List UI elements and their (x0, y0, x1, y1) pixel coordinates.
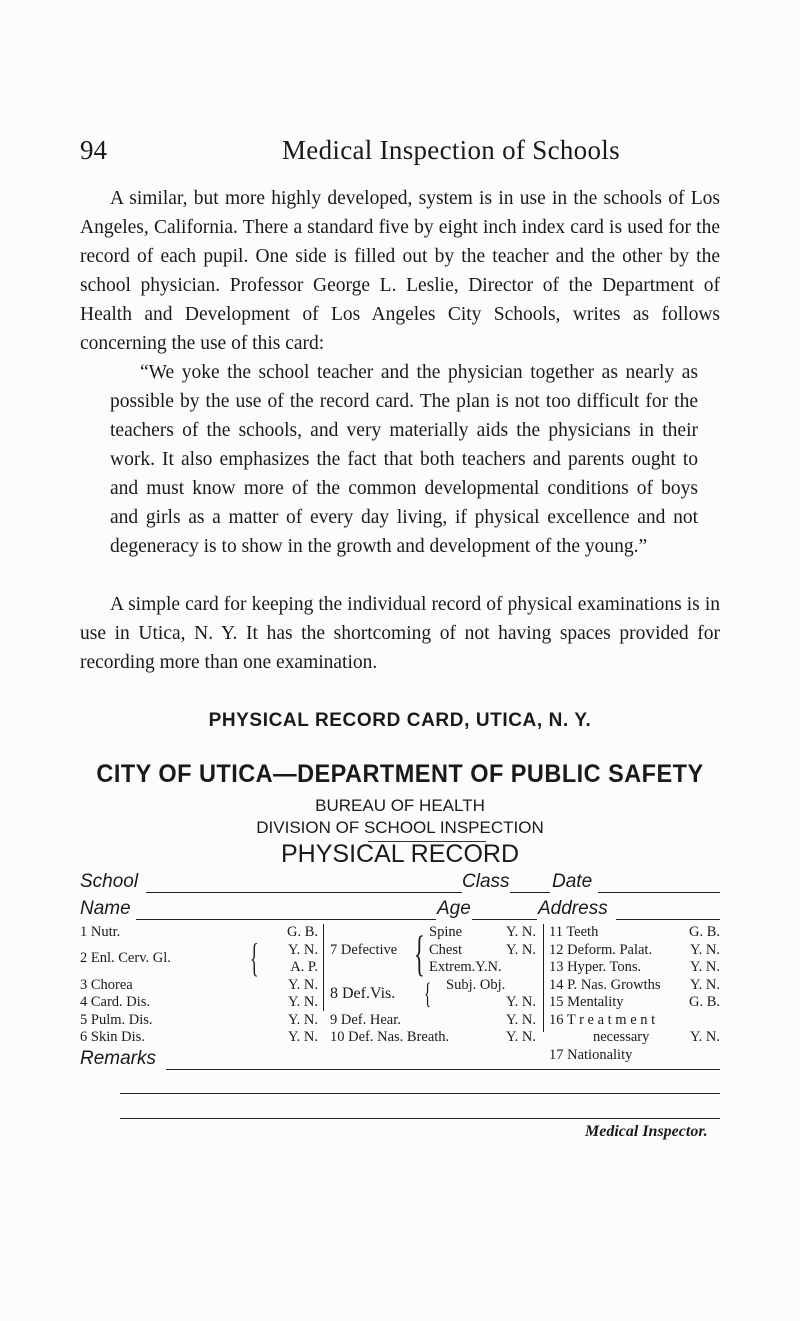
running-head (80, 135, 720, 175)
item-label: 16 T r e a t m e n t (549, 1011, 656, 1028)
field-address-line (616, 919, 720, 920)
item-label: 7 Defective (330, 941, 398, 958)
field-age-label: Age (437, 898, 471, 919)
column-divider (543, 924, 544, 1032)
field-age-line (472, 919, 537, 920)
brace-icon: { (414, 925, 425, 981)
item-label: 5 Pulm. Dis. (80, 1011, 153, 1028)
field-date-label: Date (552, 871, 593, 892)
item-treatment (549, 1012, 720, 1030)
card-column-1 (80, 924, 318, 1047)
card-column-2 (330, 924, 536, 1047)
item-label: 4 Card. Dis. (80, 994, 151, 1010)
item-value: G. B. (688, 994, 720, 1010)
card-bureau: BUREAU OF HEALTH (315, 796, 485, 815)
item-def-nas-breath (330, 1029, 536, 1047)
figure-caption: PHYSICAL RECORD CARD, UTICA, N. Y. (208, 710, 592, 731)
item-value: A. P. (290, 959, 318, 975)
item-value: Y. N. (506, 1011, 536, 1028)
item-value: Y. N. (506, 941, 536, 958)
item-value: Y. N. (288, 1029, 318, 1045)
item-nationality (549, 1047, 720, 1065)
card-rule-1 (120, 1093, 720, 1094)
field-name-label: Name (80, 898, 131, 919)
item-teeth (549, 924, 720, 942)
item-deform-palat (549, 942, 720, 960)
field-name-line (136, 919, 436, 920)
field-date-line (598, 892, 720, 893)
item-skin-dis (80, 1029, 318, 1047)
item-pulm-dis (80, 1012, 318, 1030)
item-value: Y. N. (288, 994, 318, 1010)
item-label: 10 Def. Nas. Breath. (330, 1029, 450, 1045)
paragraph-1-text: A similar, but more highly developed, system is in use in the schools of Los Angeles, California. There a standard five by eight inch index card is used for the record of each pupil. One side is filled out by the teacher and the other by the school physician. Professor George L. Leslie, Director of the Department of Health and Development of Los Angeles City Schools, writes as follows concerning the use of this card: (80, 188, 720, 354)
field-class-line (510, 892, 550, 893)
item-value: Y. N. (506, 1029, 536, 1045)
field-address-label: Address (538, 898, 608, 919)
paragraph-utica (80, 590, 720, 677)
paragraph-los-angeles (80, 184, 720, 358)
column-divider (323, 924, 324, 1011)
field-remarks-line (166, 1069, 720, 1070)
item-label: 17 Nationality (549, 1046, 633, 1063)
item-label: 2 Enl. Cerv. Gl. (80, 949, 171, 966)
item-label: 1 Nutr. (80, 924, 121, 940)
item-label: 3 Chorea (80, 976, 133, 993)
item-value: G. B. (286, 924, 318, 940)
item-chorea (80, 977, 318, 995)
field-school-line (146, 892, 462, 893)
card-record-title: PHYSICAL RECORD (280, 840, 519, 868)
item-value: Y. N. (506, 994, 536, 1010)
card-division: DIVISION OF SCHOOL INSPECTION (256, 818, 544, 837)
signature-label: Medical Inspector. (585, 1123, 708, 1140)
item-def-vis (330, 977, 536, 1012)
item-value: Y. N. (690, 976, 720, 993)
card-title: CITY OF UTICA—DEPARTMENT OF PUBLIC SAFETY (96, 760, 704, 788)
item-sublabel: Extrem.Y.N. (429, 959, 502, 975)
field-class-label: Class (462, 871, 510, 892)
card-rule-2 (120, 1118, 720, 1119)
item-card-dis (80, 994, 318, 1012)
item-def-hear (330, 1012, 536, 1030)
field-school-label: School (80, 871, 139, 892)
item-value: G. B. (688, 924, 720, 940)
page-number: 94 (80, 135, 107, 165)
item-label: 12 Deform. Palat. (549, 941, 653, 958)
item-nutr (80, 924, 318, 942)
item-p-nas-growths (549, 977, 720, 995)
card-column-3 (549, 924, 720, 1064)
quotation-block (110, 358, 698, 561)
item-value: Y. N. (288, 941, 318, 958)
item-label: 13 Hyper. Tons. (549, 959, 642, 975)
item-label: 6 Skin Dis. (80, 1029, 145, 1045)
item-label: necessary (593, 1029, 650, 1045)
item-treatment-necessary (549, 1029, 720, 1047)
brace-icon: { (250, 934, 259, 980)
item-enl-cerv-gl (80, 934, 318, 980)
item-label: 8 Def.Vis. (330, 984, 396, 1002)
item-sublabel: Spine (429, 924, 463, 940)
item-value: Y. N. (690, 1029, 720, 1045)
item-value: Y. N. (288, 976, 318, 993)
item-hyper-tons (549, 959, 720, 977)
item-label: 15 Mentality (549, 994, 624, 1010)
item-label: 14 P. Nas. Growths (549, 976, 661, 993)
brace-icon: { (424, 976, 432, 1010)
item-value: Y. N. (506, 924, 536, 940)
item-sublabel: Subj. Obj. (446, 976, 506, 993)
paragraph-2-text: A simple card for keeping the individual record of physical examinations is in use in Utica, N. Y. It has the shortcoming of not having spaces provided for recording more than one examination. (80, 594, 720, 673)
item-value: Y. N. (690, 941, 720, 958)
item-label: 11 Teeth (549, 924, 599, 940)
item-value: Y. N. (288, 1011, 318, 1028)
item-label: 9 Def. Hear. (330, 1011, 401, 1028)
field-remarks-label: Remarks (80, 1048, 157, 1069)
item-value: Y. N. (690, 959, 720, 975)
item-defective (330, 924, 536, 981)
quotation-text: “We yoke the school teacher and the physician together as nearly as possible by the use of the record card. The plan is not too difficult for the teachers of the schools, and very materially aids the physicians in their work. It also emphasizes the fact that both teachers and parents ought to and must know more of the common developmental conditions of boys and girls as a matter of every day living, if physical excellence and not degeneracy is to show in the growth and development of the young.” (110, 362, 698, 557)
item-sublabel: Chest (429, 941, 463, 958)
page-title: Medical Inspection of Schools (282, 135, 620, 165)
item-mentality (549, 994, 720, 1012)
